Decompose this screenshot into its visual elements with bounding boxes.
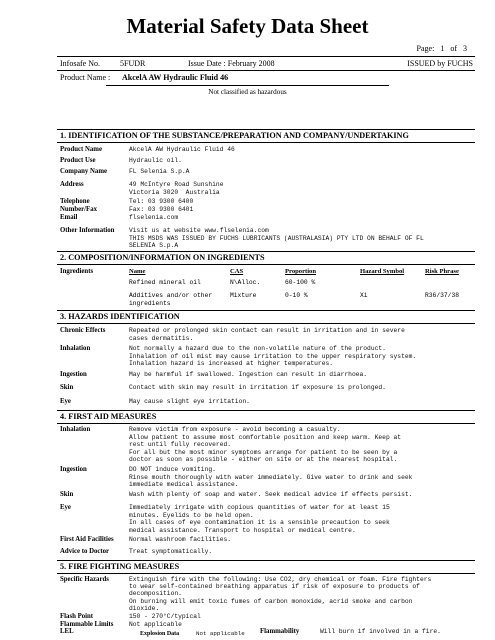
- firstaid-ingestion-label: Ingestion: [60, 466, 87, 473]
- telephone-value: Tel: 03 9300 6400 Fax: 03 9300 6401: [129, 198, 194, 213]
- section-rule: [57, 410, 475, 411]
- col-header-proportion: Proportion: [285, 268, 317, 275]
- section-rule: [57, 573, 475, 574]
- ingredient-cas: N\Alloc.: [230, 279, 261, 286]
- hazard-ingestion-value: May be harmful if swallowed. Ingestion can result in diarrhoea.: [129, 371, 368, 378]
- other-info-value: Visit us at website www.flselenia.com THIS MSDS WAS ISSUED BY FUCHS LUBRICANTS (AUSTRALASIA) PTY LTD ON BEHALF OF FL SELENIA S.p.A: [129, 227, 424, 250]
- flash-point-value: 150 - 270°C/typical: [129, 613, 201, 620]
- section-3-title: 3. HAZARDS IDENTIFICATION: [60, 312, 180, 321]
- email-value: flselenia.com: [129, 214, 179, 221]
- hazard-classification: Not classified as hazardous: [208, 88, 287, 96]
- advice-to-doctor-label: Advice to Doctor: [60, 548, 110, 555]
- flash-point-label: Flash Point: [60, 613, 94, 620]
- product-name-field-label: Product Name: [60, 146, 102, 153]
- divider: [57, 56, 475, 57]
- infosafe-label: Infosafe No.: [60, 59, 100, 68]
- product-name-label: Product Name :: [60, 73, 111, 82]
- firstaid-skin-value: Wash with plenty of soap and water. Seek medical advice if effects persist.: [129, 491, 413, 498]
- flammability-value: Will burn if involved in a fire.: [320, 628, 441, 635]
- hazard-eye-value: May cause slight eye irritation.: [129, 398, 250, 405]
- page-total: 3: [463, 44, 467, 53]
- ingredients-label: Ingredients: [60, 268, 94, 275]
- section-rule: [57, 423, 475, 424]
- product-use-value: Hydraulic oil.: [129, 157, 182, 164]
- section-rule: [57, 129, 475, 130]
- section-rule: [57, 310, 475, 311]
- page-current: 1: [440, 44, 445, 53]
- other-info-label: Other Information: [60, 227, 115, 234]
- ingredient-proportion: 60-100 %: [285, 279, 316, 286]
- firstaid-facilities-value: Normal washroom facilities.: [129, 536, 232, 543]
- email-label: Email: [60, 214, 78, 221]
- company-name-value: FL Selenia S.p.A: [129, 168, 190, 175]
- hazard-eye-label: Eye: [60, 398, 71, 405]
- firstaid-eye-label: Eye: [60, 504, 71, 511]
- product-name: AkcelA AW Hydraulic Fluid 46: [122, 73, 229, 82]
- section-rule: [57, 323, 475, 324]
- firstaid-facilities-label: First Aid Facilities: [60, 536, 114, 543]
- ingredient-name: Refined mineral oil: [129, 279, 201, 286]
- explosion-data-label: Explosion Data: [140, 631, 180, 637]
- section-rule: [57, 142, 475, 143]
- firstaid-inhalation-label: Inhalation: [60, 426, 91, 433]
- page-of-label: of: [450, 44, 457, 53]
- product-name-row: [60, 73, 229, 82]
- flammable-limits-value: Not applicable: [129, 621, 182, 628]
- section-rule: [57, 264, 475, 265]
- section-rule: [57, 251, 475, 252]
- advice-to-doctor-value: Treat symptomatically.: [129, 548, 213, 555]
- section-2-title: 2. COMPOSITION/INFORMATION ON INGREDIENTS: [60, 253, 265, 262]
- hazard-skin-value: Contact with skin may result in irritation if exposure is prolonged.: [129, 384, 386, 391]
- telephone-label: Telephone Number/Fax: [60, 198, 98, 213]
- page-label: Page:: [416, 44, 435, 53]
- hazard-skin-label: Skin: [60, 384, 74, 391]
- firstaid-ingestion-value: DO NOT induce vomiting. Rinse mouth thoroughly with water immediately. Give water to drink and seek immediate medical assistance.: [129, 466, 413, 489]
- specific-hazards-value: Extinguish fire with the following: Use CO2, dry chemical or foam. Fire fighters to wear self-contained breathing apparatus if risk of exposure to products of decomposition. On burning will emit toxic fumes of carbon monoxide, acrid smoke and carbon dioxide.: [129, 576, 432, 612]
- product-use-label: Product Use: [60, 157, 96, 164]
- hazard-ingestion-label: Ingestion: [60, 371, 87, 378]
- section-4-title: 4. FIRST AID MEASURES: [60, 412, 157, 421]
- chronic-effects-label: Chronic Effects: [60, 327, 106, 334]
- infosafe-number: 5FUDR: [120, 59, 146, 68]
- section-5-title: 5. FIRE FIGHTING MEASURES: [60, 562, 180, 571]
- col-header-cas: CAS: [230, 268, 244, 275]
- hazard-inhalation-label: Inhalation: [60, 345, 91, 352]
- ingredient-name: Additives and/or other ingredients: [129, 292, 213, 307]
- ingredient-cas: Mixture: [230, 292, 257, 299]
- hazard-inhalation-value: Not normally a hazard due to the non-volatile nature of the product. Inhalation of oil mist may cause irritation to the upper respiratory system. Inhalation hazard is increased at higher temperatures.: [129, 345, 417, 368]
- flammable-limits-label: Flammable Limits LEL: [60, 621, 114, 635]
- ingredient-proportion: 0-10 %: [285, 292, 308, 299]
- chronic-effects-value: Repeated or prolonged skin contact can result in irritation and in severe cases dermatitis.: [129, 327, 405, 342]
- address-label: Address: [60, 181, 84, 188]
- issue-date: Issue Date : February 2008: [188, 59, 275, 68]
- divider: [57, 70, 475, 71]
- company-name-label: Company Name: [60, 168, 108, 175]
- section-rule: [57, 560, 475, 561]
- col-header-hazard-symbol: Hazard Symbol: [360, 268, 405, 275]
- product-name-value: AkcelA AW Hydraulic Fluid 46: [129, 146, 235, 153]
- firstaid-inhalation-value: Remove victim from exposure - avoid becoming a casualty. Allow patient to assume most comfortable position and keep warm. Keep at rest until fully recovered. For all but the most minor symptoms arrange for patient to be seen by a doctor as soon as possible - either on site or at the nearest hospital.: [129, 426, 402, 464]
- firstaid-eye-value: Immediately irrigate with copious quantities of water for at least 15 minutes. Eyelids to be held open. In all cases of eye contamination it is a sensible precaution to seek medical assistance. Transport to hospital or medical centre.: [129, 504, 390, 534]
- section-1-title: 1. IDENTIFICATION OF THE SUBSTANCE/PREPARATION AND COMPANY/UNDERTAKING: [60, 131, 409, 140]
- document-title: Material Safety Data Sheet: [126, 14, 369, 38]
- issued-by: ISSUED by FUCHS: [407, 59, 473, 68]
- specific-hazards-label: Specific Hazards: [60, 576, 109, 583]
- explosion-data-value: Not applicable: [196, 630, 245, 637]
- ingredient-risk-phrase: R36/37/38: [425, 292, 460, 299]
- page-indicator: [417, 44, 467, 53]
- firstaid-skin-label: Skin: [60, 491, 74, 498]
- flammability-label: Flammability: [260, 628, 300, 635]
- address-value: 49 McIntyre Road Sunshine Victoria 3020 Australia: [129, 181, 224, 196]
- col-header-name: Name: [129, 268, 146, 275]
- ingredient-hazard-symbol: Xi: [360, 292, 368, 299]
- divider: [106, 85, 389, 86]
- col-header-risk-phrase: Risk Phrase: [425, 268, 459, 275]
